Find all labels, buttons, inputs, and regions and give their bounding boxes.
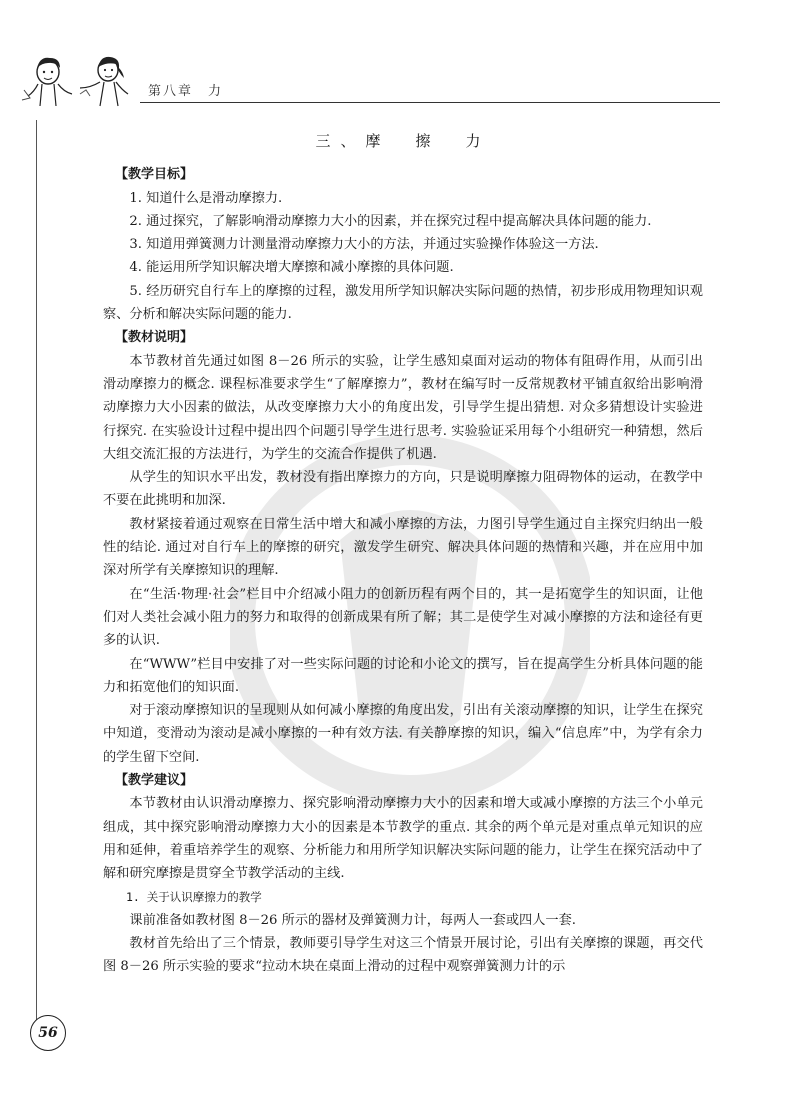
- section-title: 三、摩 擦 力: [315, 132, 491, 150]
- goal-item: 4. 能运用所学知识解决增大摩擦和减小摩擦的具体问题.: [129, 260, 454, 276]
- left-margin-rule: [36, 120, 37, 1020]
- material-paragraph: 从学生的知识水平出发，教材没有指出摩擦力的方向，只是说明摩擦力阻碍物体的运动，在教学中不要在此挑明和加深.: [103, 470, 703, 509]
- goal-item: 1. 知道什么是滑动摩擦力.: [129, 190, 283, 206]
- goal-item: 3. 知道用弹簧测力计测量滑动摩擦力大小的方法，并通过实验操作体验这一方法.: [129, 237, 599, 253]
- material-paragraph: 在“WWW”栏目中安排了对一些实际问题的讨论和小论文的撰写，旨在提高学生分析具体问题的能力和拓宽他们的知识面.: [103, 656, 703, 695]
- teaching-suggestions-heading: 【教学建议】: [115, 773, 194, 789]
- suggestion-paragraph: 课前准备如教材图 8－26 所示的器材及弹簧测力计，每两人一套或四人一套.: [129, 912, 576, 928]
- goal-item: 5. 经历研究自行车上的摩擦的过程，激发用所学知识解决实际问题的热情，初步形成用物理知识观察、分析和解决实际问题的能力.: [103, 283, 703, 323]
- header-divider: [140, 102, 720, 103]
- suggestion-paragraph: 教材首先给出了三个情景，教师要引导学生对这三个情景开展讨论，引出有关摩擦的课题，再交代图 8－26 所示实验的要求“拉动木块在桌面上滑动的过程中观察弹簧测力计的示: [103, 936, 703, 975]
- goal-item: 2. 通过探究，了解影响滑动摩擦力大小的因素，并在探究过程中提高解决具体问题的能力.: [129, 213, 652, 229]
- material-notes-heading: 【教材说明】: [115, 330, 194, 346]
- material-paragraph: 本节教材首先通过如图 8－26 所示的实验，让学生感知桌面对运动的物体有阻碍作用，从而引出滑动摩擦力的概念. 课程标准要求学生“了解摩擦力”，教材在编写时一反常规教材平铺直叙给出影响滑动摩擦力大小因素的做法，从改变摩擦力大小的角度出发，引导学生提出猜想. 对众多猜想设计实验进行探究. 在实验设计过程中提出四个问题引导学生进行思考. 实验验证采用每个小组研究一种猜想，然后大组交流汇报的方法进行，为学生的交流合作提供了机遇.: [103, 353, 703, 462]
- material-paragraph: 在“生活·物理·社会”栏目中介绍减小阻力的创新历程有两个目的，其一是拓宽学生的知识面，让他们对人类社会减小阻力的努力和取得的创新成果有所了解；其二是使学生对减小摩擦的方法和途径有更多的认识.: [103, 586, 703, 649]
- chapter-title: 第八章 力: [148, 84, 224, 99]
- material-paragraph: 对于滚动摩擦知识的呈现则从如何减小摩擦的角度出发，引出有关滚动摩擦的知识，让学生在探究中知道，变滑动为滚动是减小摩擦的一种有效方法. 有关静摩擦的知识，编入“信息库”中，为学有余力的学生留下空间.: [103, 703, 703, 765]
- page-number: 56: [30, 1015, 66, 1051]
- material-paragraph: 教材紧接着通过观察在日常生活中增大和减小摩擦的方法，力图引导学生通过自主探究归纳出一般性的结论. 通过对自行车上的摩擦的研究，激发学生研究、解决具体问题的热情和兴趣，并在应用中加深对所学有关摩擦知识的理解.: [103, 516, 703, 579]
- children-illustration: [20, 50, 145, 110]
- suggestion-paragraph: 本节教材由认识滑动摩擦力、探究影响滑动摩擦力大小的因素和增大或减小摩擦的方法三个小单元组成，其中探究影响滑动摩擦力大小的因素是本节教学的重点. 其余的两个单元是对重点单元知识的应用和延伸，着重培养学生的观察、分析能力和用所学知识解决实际问题的能力，让学生在探究活动中了解和研究摩擦是贯穿全节教学活动的主线.: [103, 796, 703, 882]
- page-content: [103, 130, 703, 979]
- suggestion-subheading: 1. 关于认识摩擦力的教学: [126, 889, 262, 904]
- teaching-goals-heading: 【教学目标】: [115, 167, 194, 183]
- page-header: [20, 50, 780, 110]
